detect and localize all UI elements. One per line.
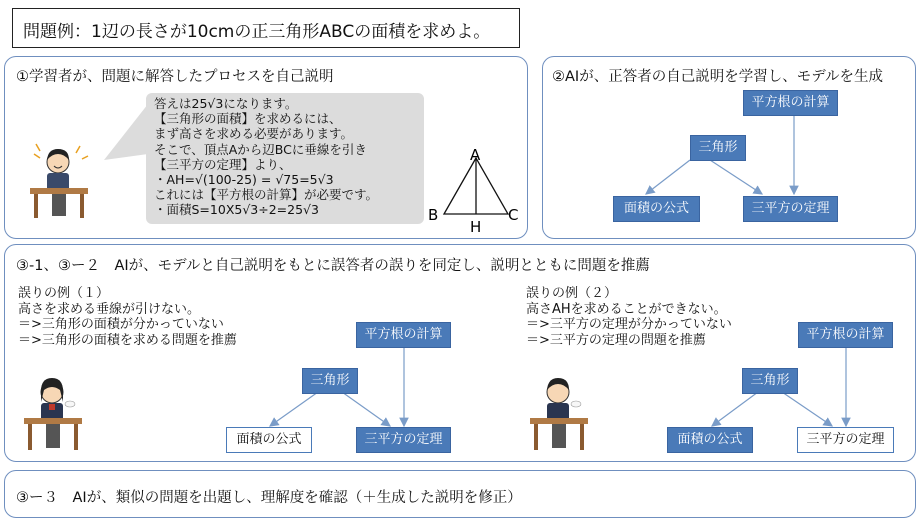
node-triangle: 三角形 [690, 135, 746, 161]
error2-line: ＝>三平方の定理が分かっていない [526, 317, 732, 332]
panel2-heading: ②AIが、正答者の自己説明を学習し、モデルを生成 [552, 69, 883, 85]
bubble-line: 答えは25√3になります。 [154, 96, 298, 111]
bubble-line: 【三角形の面積】を求めるには、 [154, 111, 342, 127]
bubble-line: これには【平方根の計算】が必要です。 [154, 187, 379, 203]
error2-line: 高さAHを求めることができない。 [526, 301, 727, 317]
node-area-formula: 面積の公式 [613, 196, 700, 222]
error1-line: ＝>三角形の面積が分かっていない [18, 317, 224, 332]
vertex-c-label: C [508, 206, 519, 224]
node-pythagoras-highlighted: 三平方の定理 [797, 427, 894, 453]
foot-h-label: H [470, 218, 482, 236]
node-triangle: 三角形 [302, 368, 358, 394]
error2-line: 誤りの例（２） [526, 286, 618, 301]
node-sqrt: 平方根の計算 [798, 322, 893, 348]
node-pythagoras: 三平方の定理 [743, 196, 838, 222]
bubble-line: そこで、頂点Aから辺BCに垂線を引き [154, 141, 367, 157]
problem-statement: 問題例：1辺の長さが10cmの正三角形ABCの面積を求めよ。 [12, 8, 520, 48]
bubble-line: 【三平方の定理】より、 [154, 156, 292, 172]
error1-line: 誤りの例（１） [18, 286, 110, 301]
triangle-abc-diagram [428, 146, 528, 236]
node-area-formula-highlighted: 面積の公式 [226, 427, 312, 453]
node-pythagoras: 三平方の定理 [356, 427, 451, 453]
node-sqrt: 平方根の計算 [356, 322, 451, 348]
node-area-formula: 面積の公式 [667, 427, 753, 453]
vertex-a-label: A [470, 146, 481, 164]
student-thinking-illustration-1 [22, 372, 88, 454]
panel3-heading: ③-1、③ー２ AIが、モデルと自己説明をもとに誤答者の誤りを同定し、説明とともに問題を推薦 [16, 258, 650, 274]
error2-line: ＝>三平方の定理の問題を推薦 [526, 332, 706, 348]
panel1-heading: ①学習者が、問題に解答したプロセスを自己説明 [16, 69, 334, 85]
panel4-heading: ③ー３ AIが、類似の問題を出題し、理解度を確認（＋生成した説明を修正） [16, 490, 522, 506]
error1-line: 高さを求める垂線が引けない。 [18, 301, 201, 317]
node-triangle: 三角形 [742, 368, 798, 394]
bubble-line: ・AH=√(100-25) = √75=5√3 [154, 172, 334, 188]
bubble-line: ・面積S=10X5√3÷2=25√3 [154, 202, 319, 218]
bubble-line: まず高さを求める必要があります。 [154, 126, 354, 142]
speech-bubble [146, 93, 424, 224]
error1-line: ＝>三角形の面積を求める問題を推薦 [18, 332, 237, 348]
node-sqrt: 平方根の計算 [743, 90, 838, 116]
vertex-b-label: B [428, 206, 439, 224]
student-thinking-illustration-2 [528, 372, 594, 454]
student-happy-illustration [26, 142, 96, 222]
